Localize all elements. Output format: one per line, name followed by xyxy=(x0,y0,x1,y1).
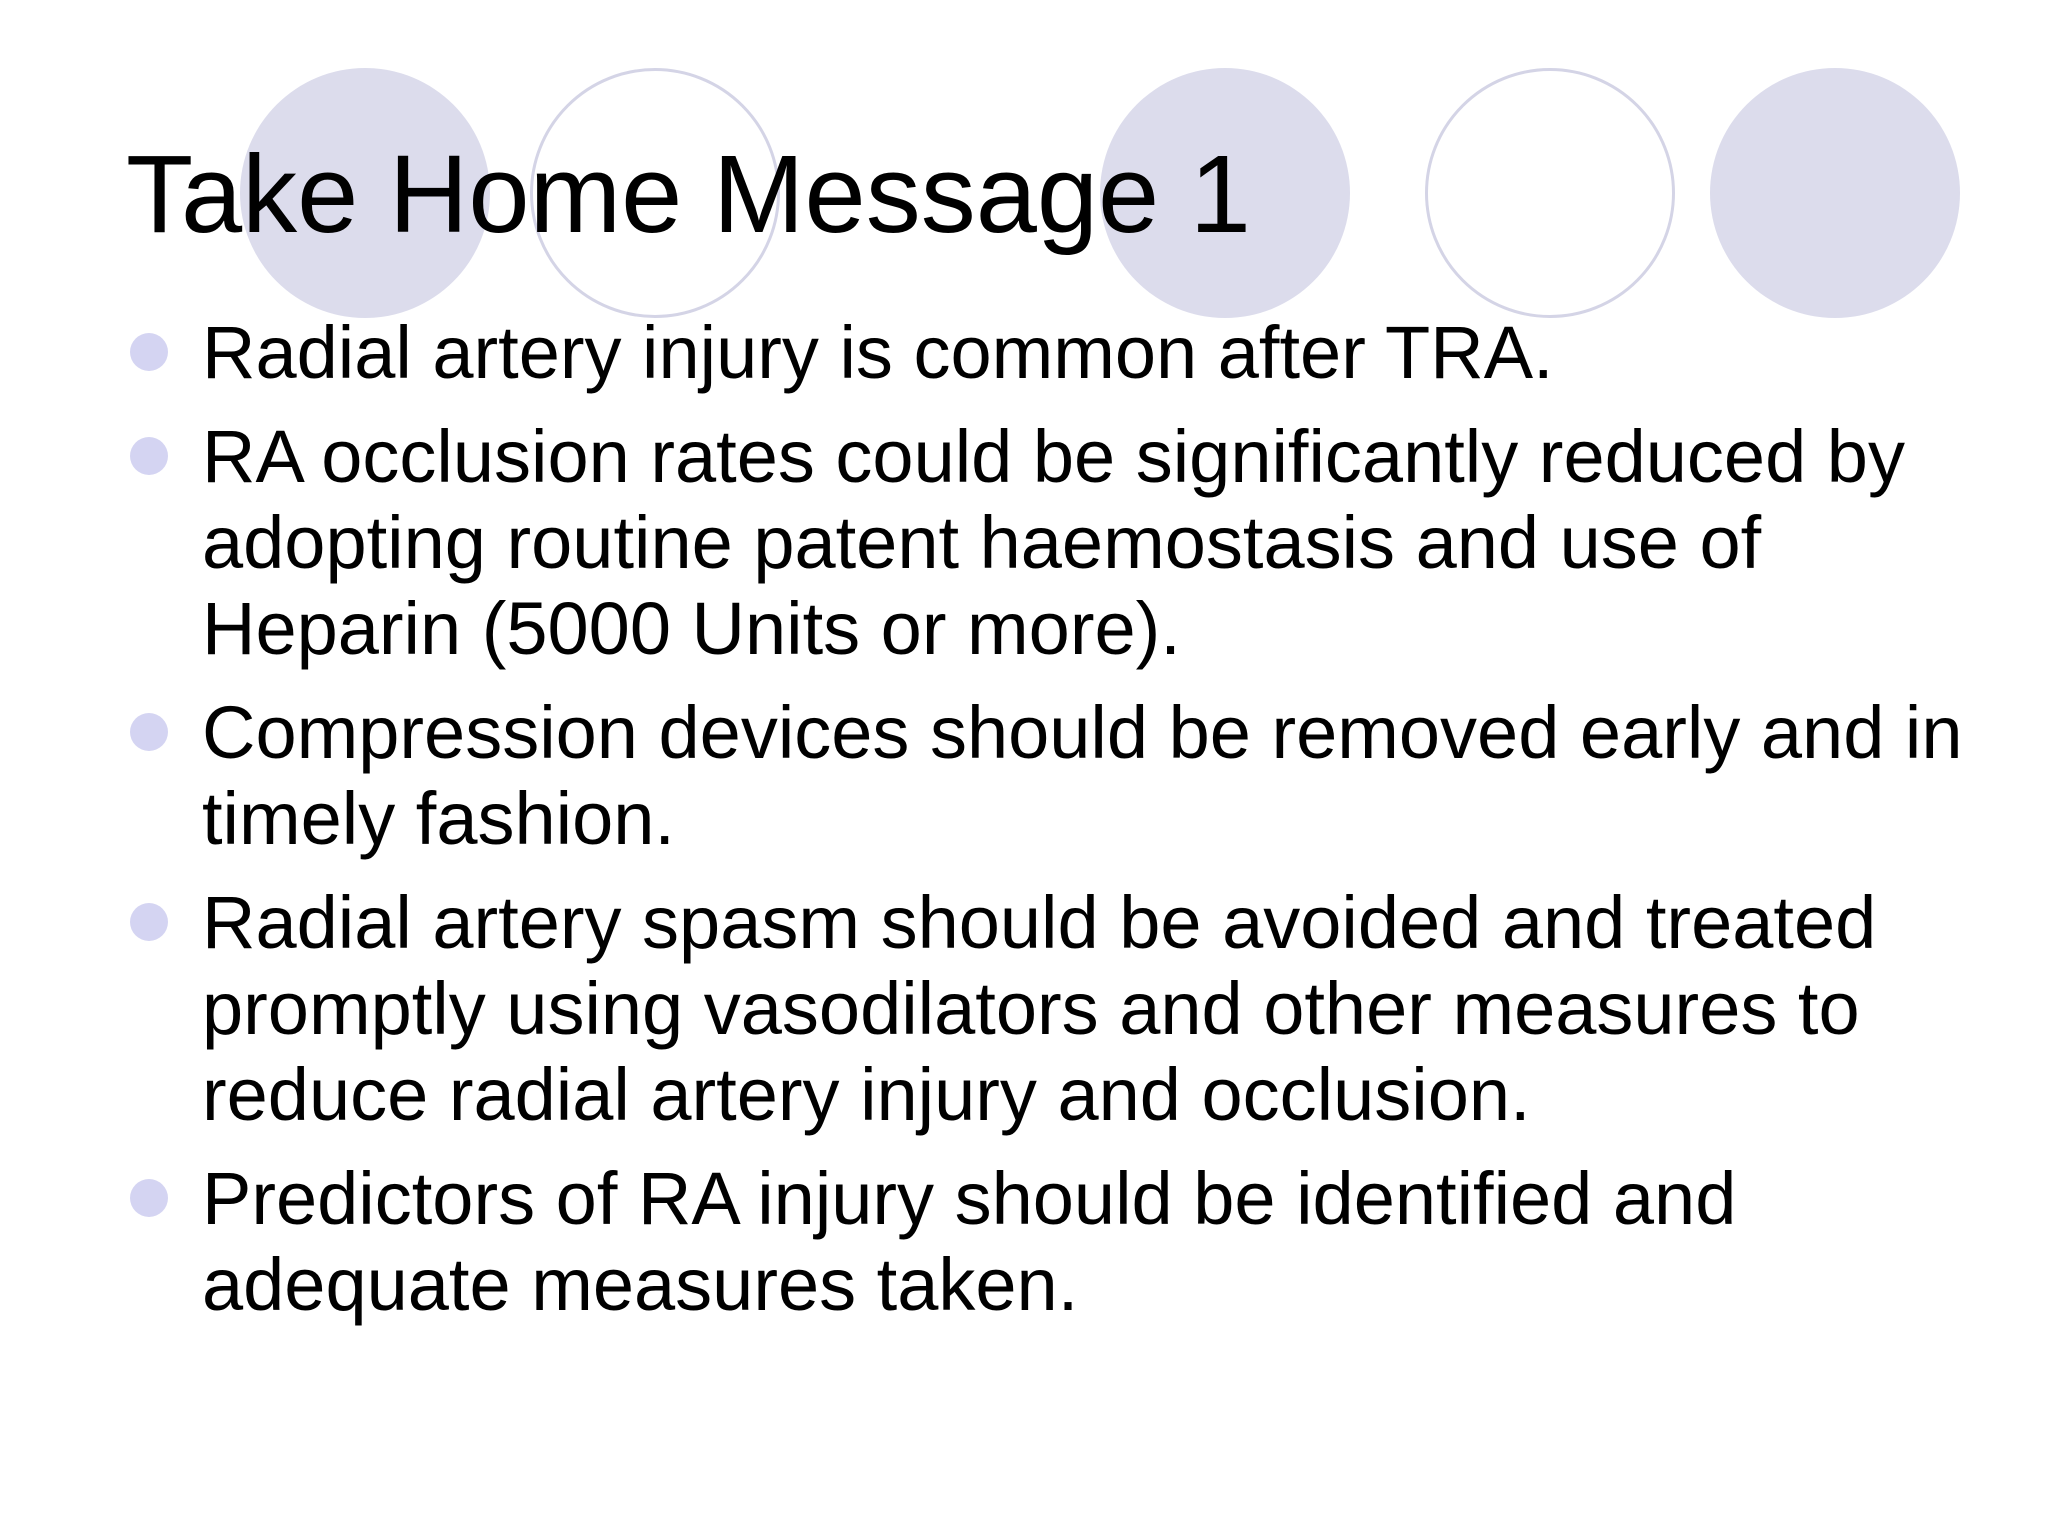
bullet-dot-icon xyxy=(130,437,168,475)
bullet-text: Predictors of RA injury should be identified and adequate measures taken. xyxy=(202,1157,1737,1326)
bullet-item xyxy=(128,310,2008,396)
bullet-dot-icon xyxy=(130,713,168,751)
bullet-list xyxy=(128,310,2008,1346)
bullet-item xyxy=(128,880,2008,1138)
bullet-item xyxy=(128,1156,2008,1328)
bullet-item xyxy=(128,690,2008,862)
bullet-text: RA occlusion rates could be significantly reduced by adopting routine patent haemostasis and use of Heparin (5000 Units or more). xyxy=(202,415,1905,670)
bullet-text: Compression devices should be removed early and in timely fashion. xyxy=(202,691,1963,860)
slide-title: Take Home Message 1 xyxy=(126,133,1251,256)
bullet-dot-icon xyxy=(130,903,168,941)
decorative-circle-outline xyxy=(1425,68,1675,318)
decorative-circle-filled xyxy=(1710,68,1960,318)
bullet-item xyxy=(128,414,2008,672)
bullet-text: Radial artery injury is common after TRA. xyxy=(202,311,1554,394)
bullet-text: Radial artery spasm should be avoided and treated promptly using vasodilators and other measures to reduce radial artery injury and occlusion. xyxy=(202,881,1877,1136)
bullet-dot-icon xyxy=(130,1179,168,1217)
bullet-dot-icon xyxy=(130,333,168,371)
